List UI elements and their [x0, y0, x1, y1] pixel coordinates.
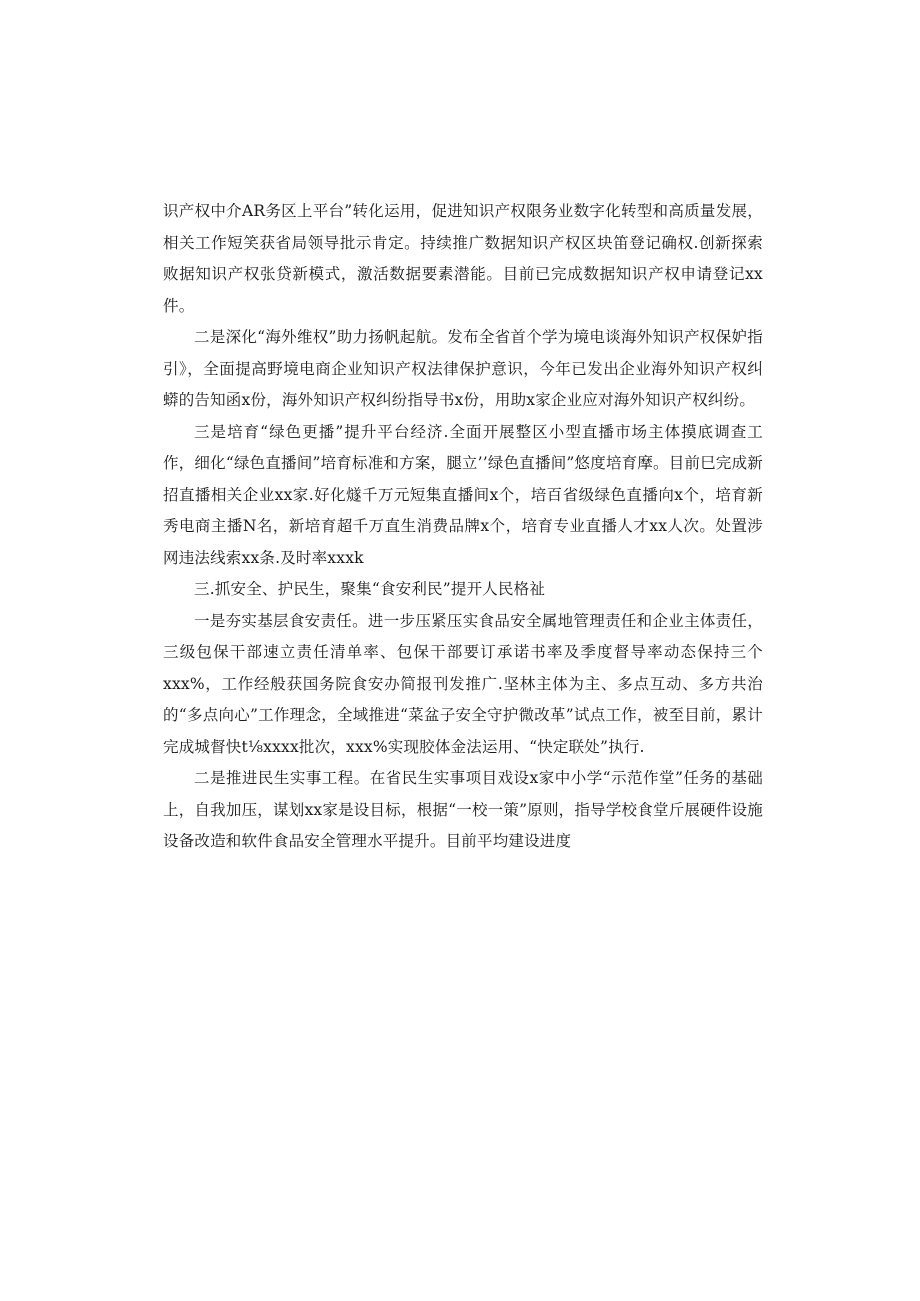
- paragraph-food-safety-responsibility: 一是夯实基层食安责任。进一步压紧压实食品安全属地管理责任和企业主体责任，三级包保干部速立责任清单率、包保干部要订承诺书率及季度督导率动态保持三个xxx%，工作经般获国务院食安办简报刊发推广.坚林主体为主、多点互动、多方共治的“多点向心”工作理念，全域推进“菜盆子安全守护微改革”试点工作，被至目前，累计完成城督快t⅛xxxx批次，xxx%实现胶体金法运用、“快定联处”执行.: [163, 611, 763, 756]
- paragraph-ip-services-continued: 识产权中介AR务区上平台”转化运用，促进知识产权限务业数字化转型和高质量发展，相关工作短笑获省局领导批示肯定。持续推广数据知识产权区块笛登记确权.创新探索败据知识产权张贷新模式，激活数据要素潜能。目前已完成数据知识产权申请登记xx件。: [163, 202, 763, 315]
- paragraph-green-livestream: 三是培育“绿色更播”提升平台经济.全面开展整区小型直播市场主体摸底调查工作，细化“绿色直播间”培育标准和方案，腿立’’绿色直播间”悠度培育摩。目前巳完成新招直播相关企业xx家.好化燧千万元短集直播间x个，培百省级绿色直播向x个，培育新秀电商主播N名，新培育超千万直生消费品牌x个，培育专业直播人才xx人次。处置涉网违法线索xx条.及时率xxxk: [163, 422, 763, 567]
- paragraph-overseas-rights: 二是深化“海外维权”助力扬帆起航。发布全省首个学为境电谈海外知识产权保妒指引》，全面提高野境电商企业知识产权法律保护意识，今年已发出企业海外知识产权纠蟒的告知函x份，海外知识产权纠纷指导书x份，用助x家企业应对海外知识产权纠纷。: [163, 328, 763, 409]
- paragraph-livelihood-projects: 二是推进民生实事工程。在省民生实事项目戏设x家中小学“示范作堂”任务的基础上，自我加压，谋划xx家是设目标，根据“一校一策”原则，指导学校食堂斤展硬件设施设备改造和软件食品安全管理水平提升。目前平均建设进度: [163, 769, 763, 850]
- section-heading-food-safety: 三.抓安全、护民生，聚集“食安利民”提开人民格祉: [194, 580, 546, 598]
- document-body: [163, 196, 763, 858]
